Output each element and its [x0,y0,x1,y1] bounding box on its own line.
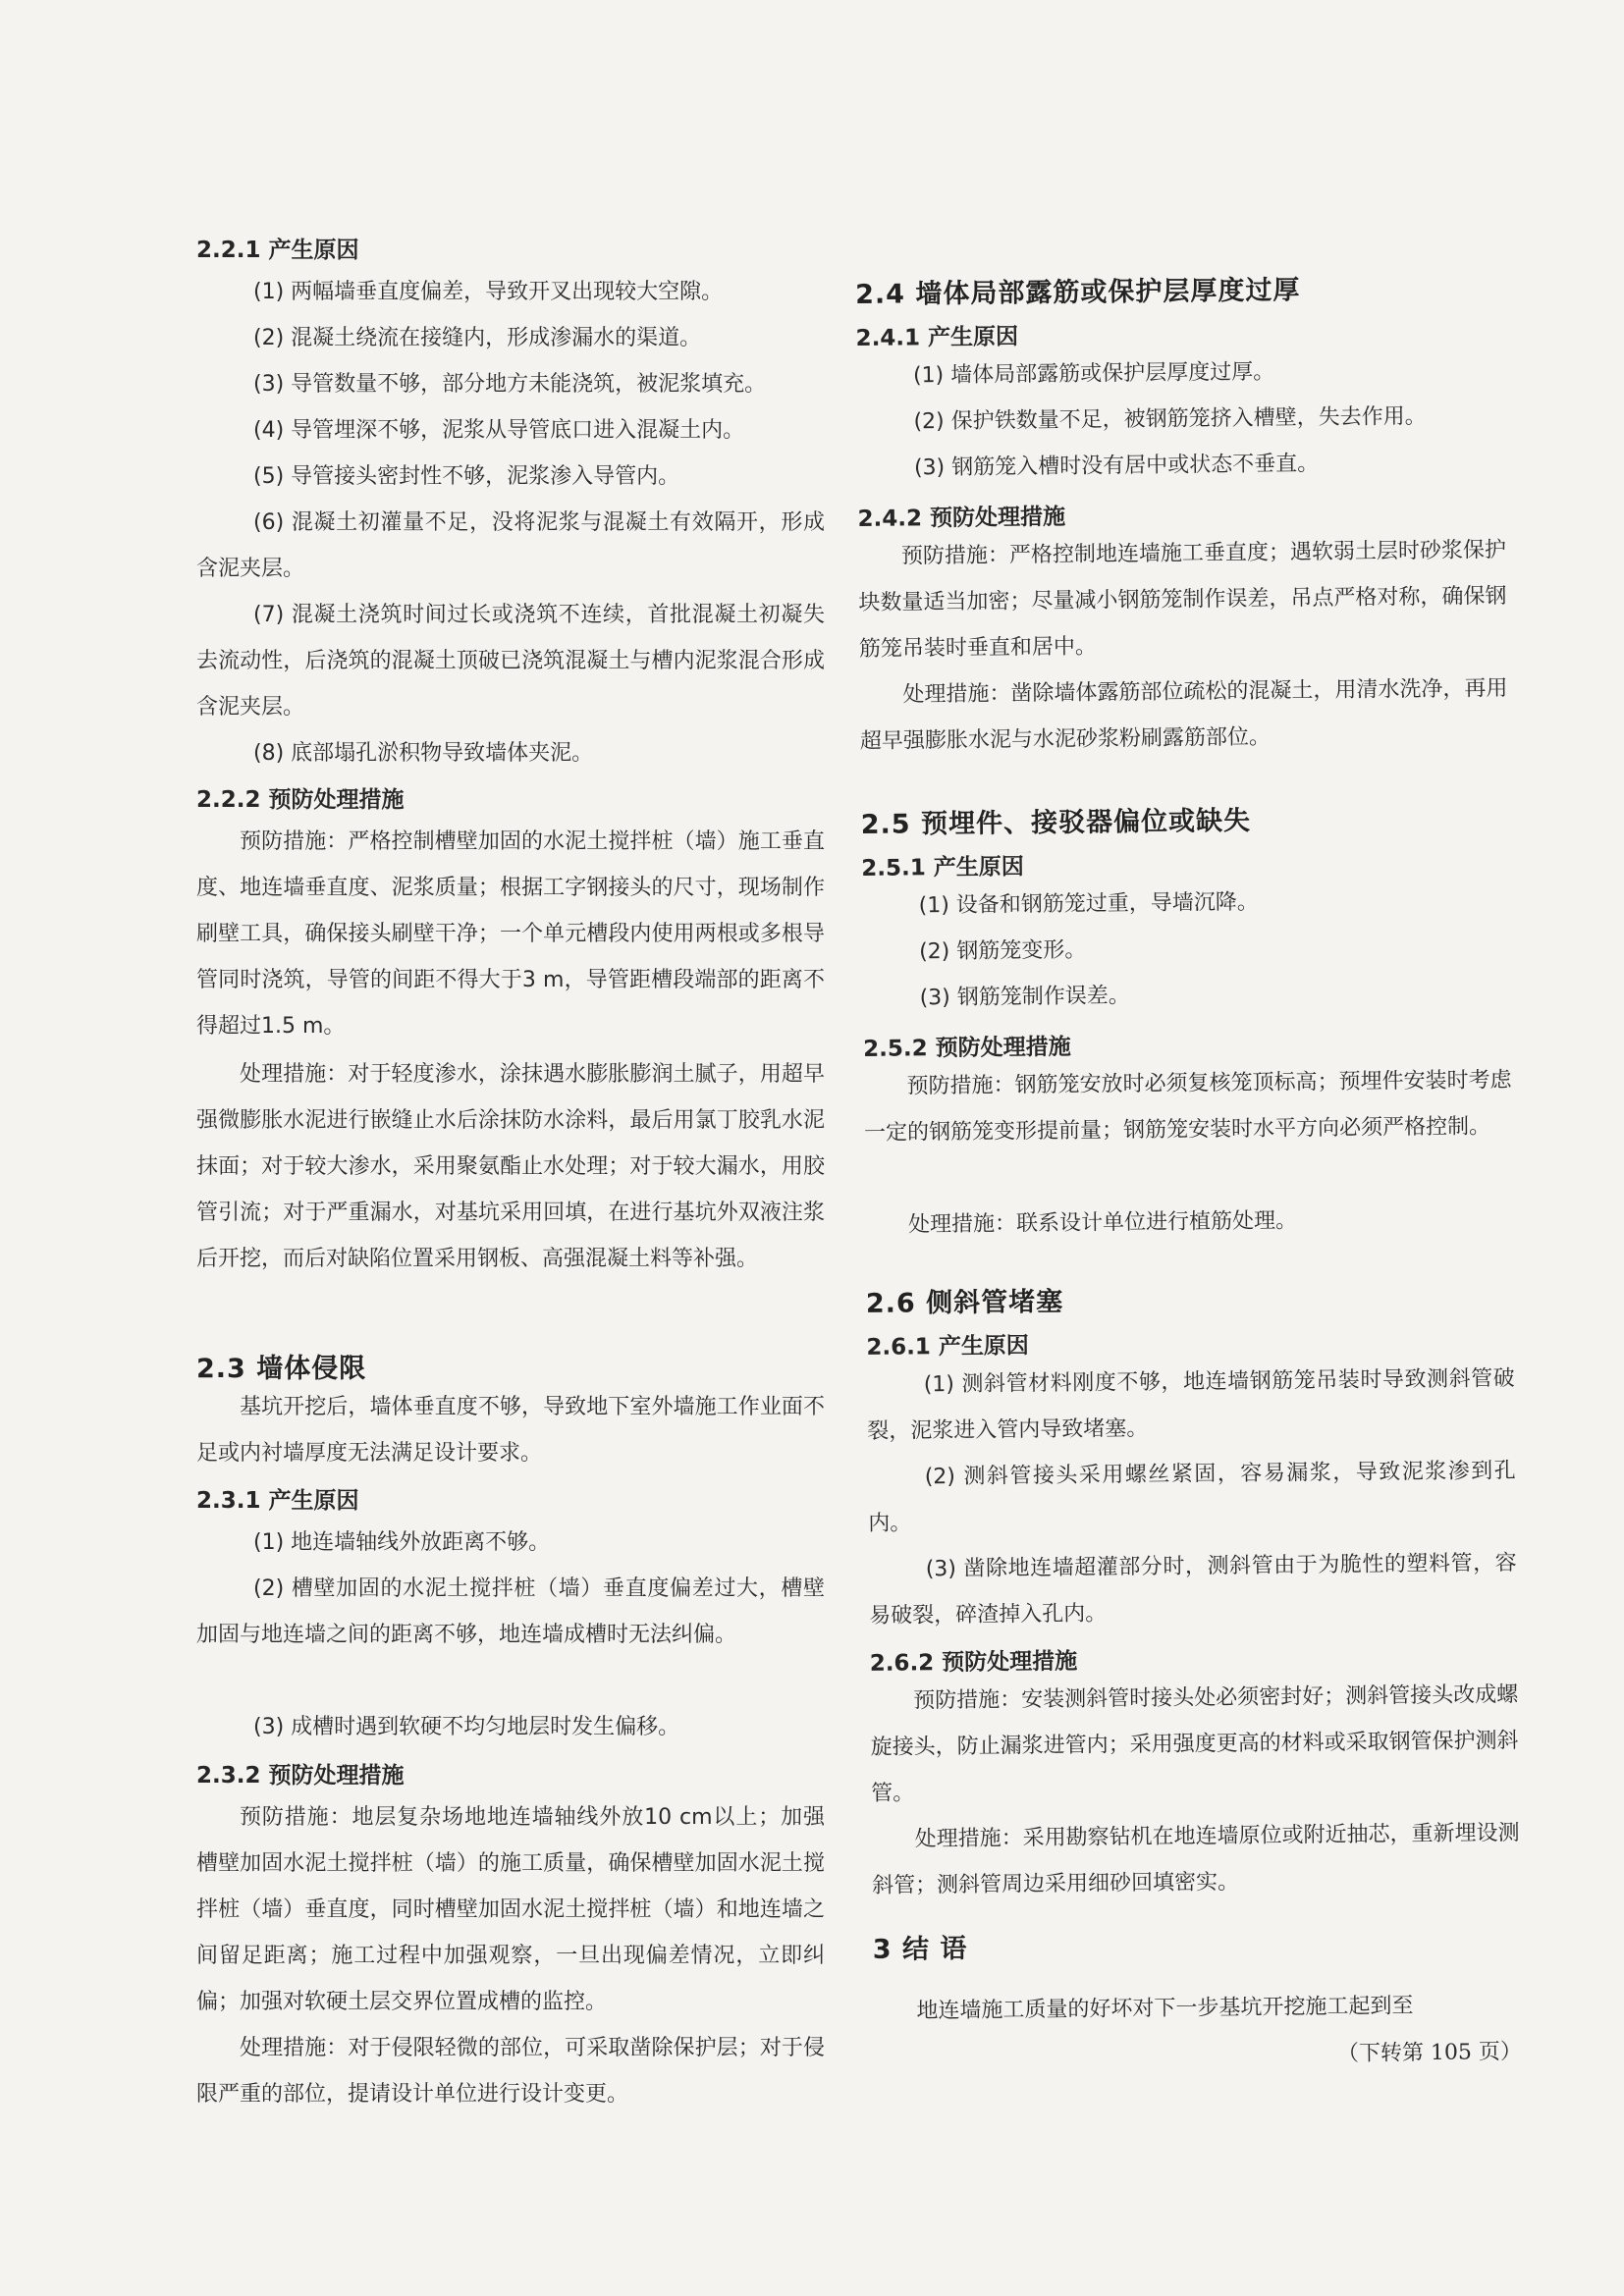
section-heading-2-5: 2.5 预埋件、接驳器偏位或缺失 [860,805,1252,840]
section-heading-2-3: 2.3 墙体侵限 [196,1354,367,1384]
paragraph: (6) 混凝土初灌量不足，没将泥浆与混凝土有效隔开，形成含泥夹层。 [196,510,825,581]
section-heading-3: 3 结 语 [872,1933,968,1965]
paragraph: 处理措施：采用勘察钻机在地连墙原位或附近抽芯，重新埋设测斜管；测斜管周边采用细砂回填密实。 [871,1820,1520,1898]
paragraph: 预防措施：严格控制槽壁加固的水泥土搅拌桩（墙）施工垂直度、地连墙垂直度、泥浆质量；根据工字钢接头的尺寸，现场制作刷壁工具，确保接头刷壁干净；一个单元槽段内使用两根或多根导管同时浇筑，导管的间距不得大于3 m，导管距槽段端部的距离不得超过1.5 m。 [196,829,825,1039]
section-heading-2-3-1: 2.3.1 产生原因 [196,1488,359,1514]
list-item: (1) 地连墙轴线外放距离不够。 [253,1530,551,1555]
section-heading-2-6-1: 2.6.1 产生原因 [866,1333,1030,1361]
list-item: (1) 设备和钢筋笼过重，导墙沉降。 [918,889,1259,919]
list-item: (1) 墙体局部露筋或保护层厚度过厚。 [912,359,1275,389]
section-heading-2-6: 2.6 侧斜管堵塞 [865,1286,1064,1319]
section-heading-2-3-2: 2.3.2 预防处理措施 [196,1763,405,1789]
section-heading-2-6-2: 2.6.2 预防处理措施 [869,1648,1078,1677]
list-item: (3) 钢筋笼入槽时没有居中或状态不垂直。 [913,452,1320,481]
paragraph: (2) 测斜管接头采用螺丝紧固，容易漏浆，导致泥浆渗到孔内。 [868,1459,1516,1536]
section-heading-2-4: 2.4 墙体局部露筋或保护层厚度过厚 [854,275,1301,310]
list-item: (1) 两幅墙垂直度偏差，导致开叉出现较大空隙。 [253,280,724,304]
section-heading-2-4-1: 2.4.1 产生原因 [855,324,1019,351]
paragraph: 地连墙施工质量的好坏对下一步基坑开挖施工起到至 [916,1994,1414,2024]
paragraph: 处理措施：凿除墙体露筋部位疏松的混凝土，用清水洗净，再用超早强膨胀水泥与水泥砂浆粉刷露筋部位。 [859,676,1508,754]
list-item: (3) 成槽时遇到软硬不均匀地层时发生偏移。 [253,1715,680,1739]
paragraph: (1) 测斜管材料刚度不够，地连墙钢筋笼吊装时导致测斜管破裂，泥浆进入管内导致堵塞。 [867,1366,1515,1444]
section-heading-2-4-2: 2.4.2 预防处理措施 [857,504,1066,532]
section-heading-2-5-2: 2.5.2 预防处理措施 [863,1034,1071,1062]
list-item: (2) 保护铁数量不足，被钢筋笼挤入槽壁，失去作用。 [913,403,1427,435]
paragraph: (2) 槽壁加固的水泥土搅拌桩（墙）垂直度偏差过大，槽壁加固与地连墙之间的距离不够，地连墙成槽时无法纠偏。 [196,1576,825,1647]
section-heading-2-2-1: 2.2.1 产生原因 [196,238,359,263]
paragraph: (7) 混凝土浇筑时间过长或浇筑不连续，首批混凝土初凝失去流动性，后浇筑的混凝土顶破已浇筑混凝土与槽内泥浆混合形成含泥夹层。 [196,603,825,720]
paragraph: 预防措施：地层复杂场地地连墙轴线外放10 cm以上；加强槽壁加固水泥土搅拌桩（墙）的施工质量，确保槽壁加固水泥土搅拌桩（墙）垂直度，同时槽壁加固水泥土搅拌桩（墙）和地连墙之间留足距离；施工过程中加强观察，一旦出现偏差情况，立即纠偏；加强对软硬土层交界位置成槽的监控。 [196,1805,825,2014]
list-item: (3) 导管数量不够，部分地方未能浇筑，被泥浆填充。 [253,372,767,397]
list-item: (5) 导管接头密封性不够，泥浆渗入导管内。 [253,464,680,489]
section-heading-2-5-1: 2.5.1 产生原因 [861,854,1024,881]
continued-note: （下转第 105 页） [1336,2039,1523,2066]
paragraph: 处理措施：对于侵限轻微的部位，可采取凿除保护层；对于侵限严重的部位，提请设计单位进行设计变更。 [196,2036,825,2107]
list-item: (4) 导管埋深不够，泥浆从导管底口进入混凝土内。 [253,418,745,443]
paragraph: 基坑开挖后，墙体垂直度不够，导致地下室外墙施工作业面不足或内衬墙厚度无法满足设计要求。 [196,1395,825,1466]
list-item: (2) 混凝土绕流在接缝内，形成渗漏水的渠道。 [253,326,702,350]
paragraph: 预防措施：严格控制地连墙施工垂直度；遇软弱土层时砂浆保护块数量适当加密；尽量减小钢筋笼制作误差，吊点严格对称，确保钢筋笼吊装时垂直和居中。 [858,538,1507,662]
section-heading-2-2-2: 2.2.2 预防处理措施 [196,787,405,813]
paragraph: (3) 凿除地连墙超灌部分时，测斜管由于为脆性的塑料管，容易破裂，碎渣掉入孔内。 [869,1551,1517,1629]
list-item: (2) 钢筋笼变形。 [919,937,1087,965]
paragraph: 处理措施：联系设计单位进行植筋处理。 [907,1208,1298,1238]
list-item: (8) 底部塌孔淤积物导致墙体夹泥。 [253,741,594,766]
paragraph: 预防措施：钢筋笼安放时必须复核笼顶标高；预埋件安装时考虑一定的钢筋笼变形提前量；钢筋笼安装时水平方向必须严格控制。 [863,1068,1512,1146]
paragraph: 处理措施：对于轻度渗水，涂抹遇水膨胀膨润土腻子，用超早强微膨胀水泥进行嵌缝止水后涂抹防水涂料，最后用氯丁胶乳水泥抹面；对于较大渗水，采用聚氨酯止水处理；对于较大漏水，用胶管引流；对于严重漏水，对基坑采用回填，在进行基坑外双液注浆后开挖，而后对缺陷位置采用钢板、高强混凝土料等补强。 [196,1062,825,1271]
paragraph: 预防措施：安装测斜管时接头处必须密封好；测斜管接头改成螺旋接头，防止漏浆进管内；采用强度更高的材料或采取钢管保护测斜管。 [870,1682,1519,1806]
list-item: (3) 钢筋笼制作误差。 [919,984,1130,1011]
